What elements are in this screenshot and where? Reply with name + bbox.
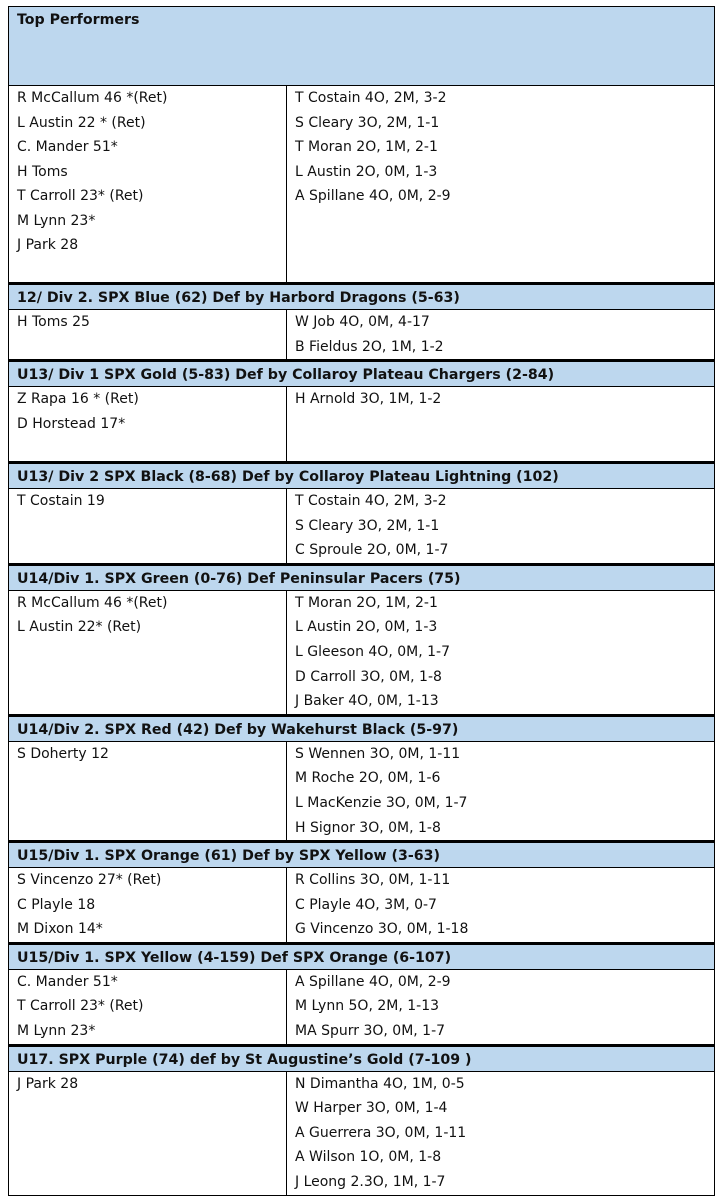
match-heading: U17. SPX Purple (74) def by St Augustine’s Gold (7-109 ) xyxy=(9,1045,715,1071)
bowling-entry: D Carroll 3O, 0M, 1-8 xyxy=(295,668,442,685)
blank-line xyxy=(17,1121,278,1146)
bowling-cell xyxy=(287,741,715,841)
batting-cell xyxy=(9,387,287,463)
bowling-cell xyxy=(287,969,715,1045)
blank-line xyxy=(17,1170,278,1195)
section-header-row xyxy=(9,7,715,86)
bowling-entry: B Fieldus 2O, 1M, 1-2 xyxy=(295,338,444,355)
section-header-row xyxy=(9,462,715,488)
section-header-row xyxy=(9,715,715,741)
bowling-entry: J Baker 4O, 0M, 1-13 xyxy=(295,693,439,710)
blank-line xyxy=(17,689,278,714)
section-body-row xyxy=(9,488,715,564)
bowling-entry: A Spillane 4O, 0M, 2-9 xyxy=(295,188,451,204)
bowling-entry: C Sproule 2O, 0M, 1-7 xyxy=(295,542,449,559)
bowling-cell xyxy=(287,310,715,361)
batting-entry: M Lynn 23* xyxy=(17,1023,96,1040)
batting-entry: M Dixon 14* xyxy=(17,921,103,938)
batting-entry: R McCallum 46 *(Ret) xyxy=(17,594,168,611)
bowling-entry: H Arnold 3O, 1M, 1-2 xyxy=(295,391,442,408)
match-heading: U15/Div 1. SPX Orange (61) Def by SPX Yellow (3-63) xyxy=(9,842,715,868)
blank-line xyxy=(17,258,278,283)
section-body-row xyxy=(9,387,715,463)
top-performers-heading: Top Performers xyxy=(9,7,715,86)
bowling-entry: MA Spurr 3O, 0M, 1-7 xyxy=(295,1023,446,1040)
blank-line xyxy=(295,258,706,283)
bowling-entry: W Harper 3O, 0M, 1-4 xyxy=(295,1100,448,1117)
bowling-cell xyxy=(287,868,715,944)
section-body-row xyxy=(9,86,715,284)
blank-line xyxy=(295,436,706,461)
match-heading: 12/ Div 2. SPX Blue (62) Def by Harbord Dragons (5-63) xyxy=(9,284,715,310)
section-header-row xyxy=(9,943,715,969)
batting-entry: H Toms 25 xyxy=(17,314,90,330)
section-body-row xyxy=(9,1071,715,1195)
bowling-entry: N Dimantha 4O, 1M, 0-5 xyxy=(295,1075,465,1092)
blank-line xyxy=(17,514,278,539)
blank-line xyxy=(17,640,278,665)
bowling-entry: J Leong 2.3O, 1M, 1-7 xyxy=(295,1174,446,1191)
section-header-row xyxy=(9,564,715,590)
blank-line xyxy=(295,209,706,234)
batting-entry: J Park 28 xyxy=(17,237,79,253)
bowling-entry: H Signor 3O, 0M, 1-8 xyxy=(295,819,441,836)
section-header-row xyxy=(9,842,715,868)
batting-cell xyxy=(9,86,287,284)
batting-entry: H Toms xyxy=(17,163,68,180)
blank-line xyxy=(295,233,706,258)
batting-cell xyxy=(9,1071,287,1195)
bowling-entry: T Costain 4O, 2M, 3-2 xyxy=(295,492,447,509)
batting-entry: L Austin 22 * (Ret) xyxy=(17,114,146,131)
batting-entry: T Costain 19 xyxy=(17,492,105,509)
bowling-entry: S Cleary 3O, 2M, 1-1 xyxy=(295,114,440,131)
blank-line xyxy=(295,412,706,437)
bowling-cell xyxy=(287,488,715,564)
bowling-entry: S Wennen 3O, 0M, 1-11 xyxy=(295,745,461,762)
match-heading: U13/ Div 2 SPX Black (8-68) Def by Collaroy Plateau Lightning (102) xyxy=(9,462,715,488)
section-body-row xyxy=(9,969,715,1045)
batting-entry: S Vincenzo 27* (Ret) xyxy=(17,872,162,889)
batting-cell xyxy=(9,310,287,361)
blank-line xyxy=(17,1096,278,1121)
bowling-entry: S Cleary 3O, 2M, 1-1 xyxy=(295,517,440,534)
bowling-entry: C Playle 4O, 3M, 0-7 xyxy=(295,896,437,913)
section-header-row xyxy=(9,284,715,310)
batting-entry: Z Rapa 16 * (Ret) xyxy=(17,391,139,408)
blank-line xyxy=(17,538,278,563)
batting-cell xyxy=(9,969,287,1045)
batting-entry: M Lynn 23* xyxy=(17,212,96,229)
bowling-entry: T Moran 2O, 1M, 2-1 xyxy=(295,139,438,155)
results-sheet xyxy=(8,6,714,1196)
bowling-cell xyxy=(287,86,715,284)
batting-entry: R McCallum 46 *(Ret) xyxy=(17,90,168,106)
bowling-entry: L MacKenzie 3O, 0M, 1-7 xyxy=(295,794,468,811)
bowling-entry: M Roche 2O, 0M, 1-6 xyxy=(295,770,441,787)
batting-entry: D Horstead 17* xyxy=(17,415,126,432)
bowling-entry: R Collins 3O, 0M, 1-11 xyxy=(295,872,451,889)
section-header-row xyxy=(9,1045,715,1071)
blank-line xyxy=(17,791,278,816)
blank-line xyxy=(17,1145,278,1170)
blank-line xyxy=(17,436,278,461)
section-body-row xyxy=(9,310,715,361)
bowling-entry: A Wilson 1O, 0M, 1-8 xyxy=(295,1149,442,1166)
results-table xyxy=(8,6,715,1196)
section-header-row xyxy=(9,361,715,387)
bowling-entry: T Costain 4O, 2M, 3-2 xyxy=(295,90,447,106)
bowling-cell xyxy=(287,387,715,463)
batting-entry: C. Mander 51* xyxy=(17,973,118,990)
batting-cell xyxy=(9,488,287,564)
batting-entry: T Carroll 23* (Ret) xyxy=(17,998,144,1015)
bowling-entry: L Austin 2O, 0M, 1-3 xyxy=(295,619,438,636)
batting-entry: J Park 28 xyxy=(17,1075,79,1092)
section-body-row xyxy=(9,868,715,944)
bowling-entry: A Spillane 4O, 0M, 2-9 xyxy=(295,973,451,990)
batting-cell xyxy=(9,741,287,841)
blank-line xyxy=(17,816,278,841)
match-heading: U14/Div 2. SPX Red (42) Def by Wakehurst Black (5-97) xyxy=(9,715,715,741)
match-heading: U13/ Div 1 SPX Gold (5-83) Def by Collaroy Plateau Chargers (2-84) xyxy=(9,361,715,387)
match-heading: U15/Div 1. SPX Yellow (4-159) Def SPX Orange (6-107) xyxy=(9,943,715,969)
section-body-row xyxy=(9,590,715,715)
bowling-cell xyxy=(287,590,715,715)
batting-cell xyxy=(9,590,287,715)
blank-line xyxy=(17,766,278,791)
bowling-entry: G Vincenzo 3O, 0M, 1-18 xyxy=(295,921,469,938)
bowling-entry: M Lynn 5O, 2M, 1-13 xyxy=(295,998,440,1015)
batting-entry: T Carroll 23* (Ret) xyxy=(17,188,144,204)
bowling-entry: W Job 4O, 0M, 4-17 xyxy=(295,314,430,330)
match-heading: U14/Div 1. SPX Green (0-76) Def Peninsular Pacers (75) xyxy=(9,564,715,590)
batting-entry: L Austin 22* (Ret) xyxy=(17,619,142,636)
bowling-entry: L Austin 2O, 0M, 1-3 xyxy=(295,163,438,180)
bowling-entry: T Moran 2O, 1M, 2-1 xyxy=(295,594,438,611)
batting-entry: C. Mander 51* xyxy=(17,139,118,155)
batting-entry: S Doherty 12 xyxy=(17,745,109,762)
bowling-entry: L Gleeson 4O, 0M, 1-7 xyxy=(295,643,450,660)
blank-line xyxy=(17,665,278,690)
batting-cell xyxy=(9,868,287,944)
section-body-row xyxy=(9,741,715,841)
blank-line xyxy=(17,335,278,360)
batting-entry: C Playle 18 xyxy=(17,896,96,913)
bowling-entry: A Guerrera 3O, 0M, 1-11 xyxy=(295,1124,467,1141)
bowling-cell xyxy=(287,1071,715,1195)
